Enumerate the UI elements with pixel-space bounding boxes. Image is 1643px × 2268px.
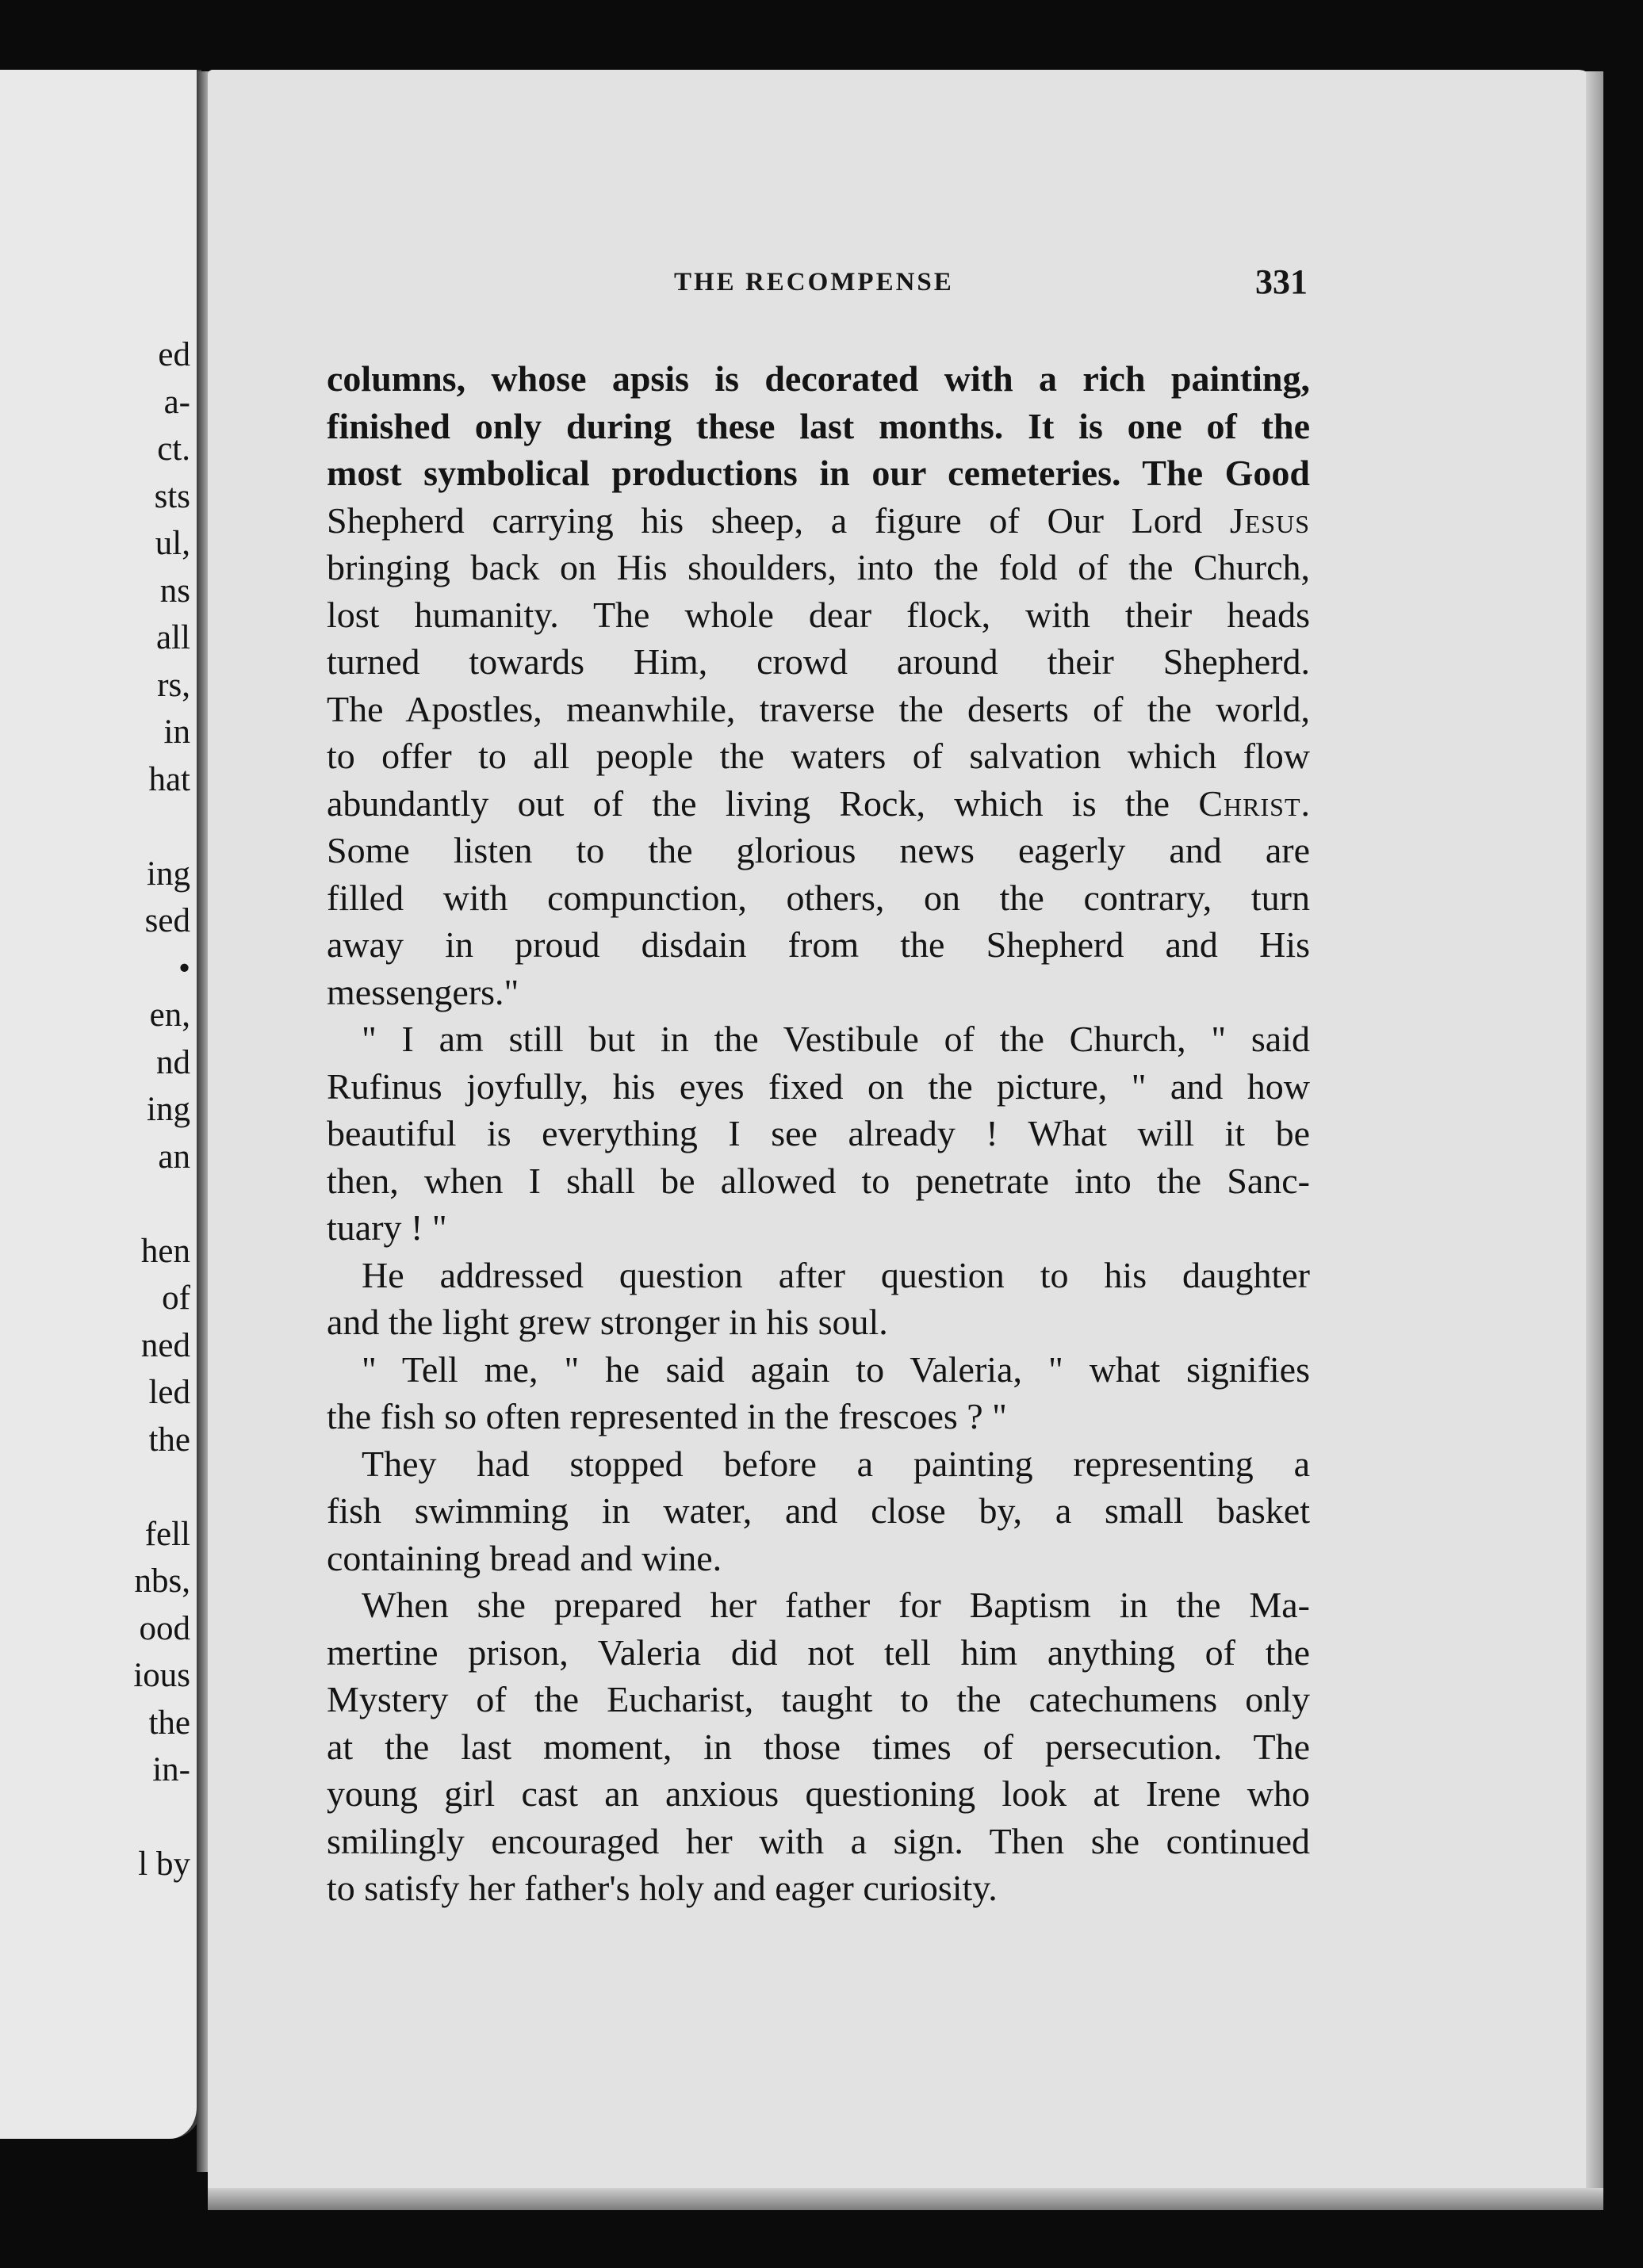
text-line-content: " Tell me, " he said again to Valeria, " what signifies — [362, 1348, 1310, 1390]
left-page-fragment: l by — [138, 1845, 190, 1883]
left-page-fragment: in — [163, 713, 190, 751]
text-line — [327, 403, 1310, 450]
text-line-content: Shepherd carrying his sheep, a figure of Our Lord — [327, 499, 1230, 541]
text-line — [327, 1063, 1310, 1111]
text-line-content: at the last moment, in those times of persecution. The — [327, 1726, 1310, 1767]
text-line-content: beautiful is everything I see already ! What will it be — [327, 1113, 1310, 1153]
text-line-content: then, when I shall be allowed to penetrate into the Sanc- — [327, 1160, 1310, 1201]
text-line — [327, 1676, 1310, 1723]
text-line — [327, 1440, 1310, 1488]
text-line — [327, 1252, 1310, 1299]
text-line — [327, 1393, 1310, 1440]
left-page-fragment: nbs, — [134, 1562, 190, 1600]
text-line-content: and the light grew stronger in his soul. — [327, 1302, 888, 1342]
text-line — [327, 732, 1310, 780]
text-line — [327, 1770, 1310, 1818]
text-line-content: Some listen to the glorious news eagerly and are — [327, 830, 1310, 870]
page-fore-edge — [1586, 71, 1603, 2204]
small-caps-word: Jesus — [1229, 499, 1310, 541]
text-line — [327, 1629, 1310, 1677]
text-line — [327, 969, 1310, 1016]
left-page-fragment: ood — [139, 1609, 190, 1647]
text-line — [327, 780, 1310, 828]
text-line — [327, 1581, 1310, 1629]
left-page-fragment: ned — [140, 1326, 190, 1364]
page-bottom-edge — [208, 2188, 1603, 2210]
text-line-content: most symbolical productions in our cemeteries. The Good — [327, 453, 1310, 493]
text-line — [327, 638, 1310, 686]
left-page-fragment: in- — [152, 1751, 190, 1788]
text-line-content: lost humanity. The whole dear flock, with their heads — [327, 594, 1310, 635]
running-head: THE RECOMPENSE — [674, 268, 954, 296]
left-page-fragment: ns — [159, 572, 190, 610]
small-caps-word: Christ — [1198, 782, 1301, 824]
text-line — [327, 1298, 1310, 1346]
text-line-content: bringing back on His shoulders, into the fold of the Church, — [327, 547, 1310, 587]
left-page-fragment: en, — [149, 996, 190, 1034]
text-line-content: messengers." — [327, 971, 519, 1012]
text-line — [327, 1487, 1310, 1535]
left-page-fragment: ct. — [157, 430, 190, 468]
left-page-fragment: hen — [140, 1232, 190, 1270]
text-line — [327, 544, 1310, 591]
text-line-content: filled with compunction, others, on the contrary, turn — [327, 877, 1310, 918]
text-line-content: turned towards Him, crowd around their Shepherd. — [327, 641, 1310, 682]
text-line — [327, 1110, 1310, 1157]
left-page-fragment: a- — [163, 383, 190, 421]
left-page-fragment: ing — [147, 855, 190, 893]
text-line-content: smilingly encouraged her with a sign. Then she continued — [327, 1820, 1310, 1861]
left-page-fragment: hat — [148, 760, 190, 798]
text-line-content: finished only during these last months. It is one of the — [327, 405, 1310, 446]
text-line-content: to satisfy her father's holy and eager curiosity. — [327, 1868, 998, 1908]
text-line-content: The Apostles, meanwhile, traverse the deserts of the world, — [327, 688, 1310, 729]
left-page-fragment: of — [162, 1279, 190, 1317]
text-line-content: the fish so often represented in the frescoes ? " — [327, 1396, 1007, 1436]
text-line — [327, 1157, 1310, 1205]
text-line — [327, 1723, 1310, 1771]
left-page-fragment: • — [178, 949, 190, 987]
text-line — [327, 1818, 1310, 1865]
text-line-content: abundantly out of the living Rock, which is the — [327, 782, 1199, 824]
left-page-fragment: nd — [156, 1043, 190, 1081]
left-page-fragment: sts — [154, 477, 190, 515]
text-line-content: When she prepared her father for Baptism in the Ma- — [362, 1585, 1310, 1625]
text-line — [327, 591, 1310, 639]
text-line-content: young girl cast an anxious questioning look at Irene who — [327, 1773, 1310, 1814]
text-line-content: tuary ! " — [327, 1207, 447, 1248]
text-line — [327, 827, 1310, 874]
left-page-fragment: rs, — [157, 666, 190, 704]
text-line-content: Mystery of the Eucharist, taught to the catechumens only — [327, 1679, 1310, 1719]
text-line — [327, 1015, 1310, 1063]
text-line-content: fish swimming in water, and close by, a small basket — [327, 1490, 1310, 1531]
page-number: 331 — [1255, 262, 1308, 301]
left-page-fragment: ing — [147, 1091, 190, 1128]
text-line — [327, 874, 1310, 922]
left-page-fragment: ious — [133, 1657, 190, 1694]
left-page-fragment: an — [158, 1138, 190, 1176]
left-page-fragment: the — [148, 1421, 190, 1459]
left-page-fragment: the — [148, 1704, 190, 1742]
text-line — [327, 1535, 1310, 1582]
left-page-fragment: sed — [144, 902, 190, 939]
text-line-content: Rufinus joyfully, his eyes fixed on the picture, " and how — [327, 1065, 1310, 1107]
text-line — [327, 449, 1310, 497]
page-body-text — [327, 355, 1310, 1912]
left-page-fragment: all — [156, 619, 190, 656]
text-line — [327, 1865, 1310, 1912]
text-line — [327, 921, 1310, 969]
text-line — [327, 686, 1310, 733]
text-line-content: containing bread and wine. — [327, 1537, 722, 1578]
text-line-content: He addressed question after question to his daughter — [362, 1254, 1310, 1295]
text-line — [327, 1346, 1310, 1394]
text-line-content: They had stopped before a painting representing a — [362, 1443, 1310, 1484]
text-line-content: away in proud disdain from the Shepherd and His — [327, 924, 1310, 965]
left-page-fragment: fell — [144, 1515, 190, 1553]
text-line — [327, 1204, 1310, 1252]
left-page-fragment: ed — [158, 336, 190, 373]
text-line-content: mertine prison, Valeria did not tell him anything of the — [327, 1631, 1310, 1673]
text-line-content: columns, whose apsis is decorated with a rich painting, — [327, 358, 1310, 399]
text-line — [327, 497, 1310, 545]
left-page-edge — [0, 70, 201, 2139]
trailing-punctuation: . — [1300, 782, 1310, 824]
left-page-fragment: led — [148, 1374, 190, 1411]
text-line-content: to offer to all people the waters of salvation which flow — [327, 736, 1310, 776]
text-line — [327, 355, 1310, 403]
left-page-fragment: ul, — [155, 525, 190, 562]
text-line-content: " I am still but in the Vestibule of the Church, " said — [362, 1019, 1310, 1059]
